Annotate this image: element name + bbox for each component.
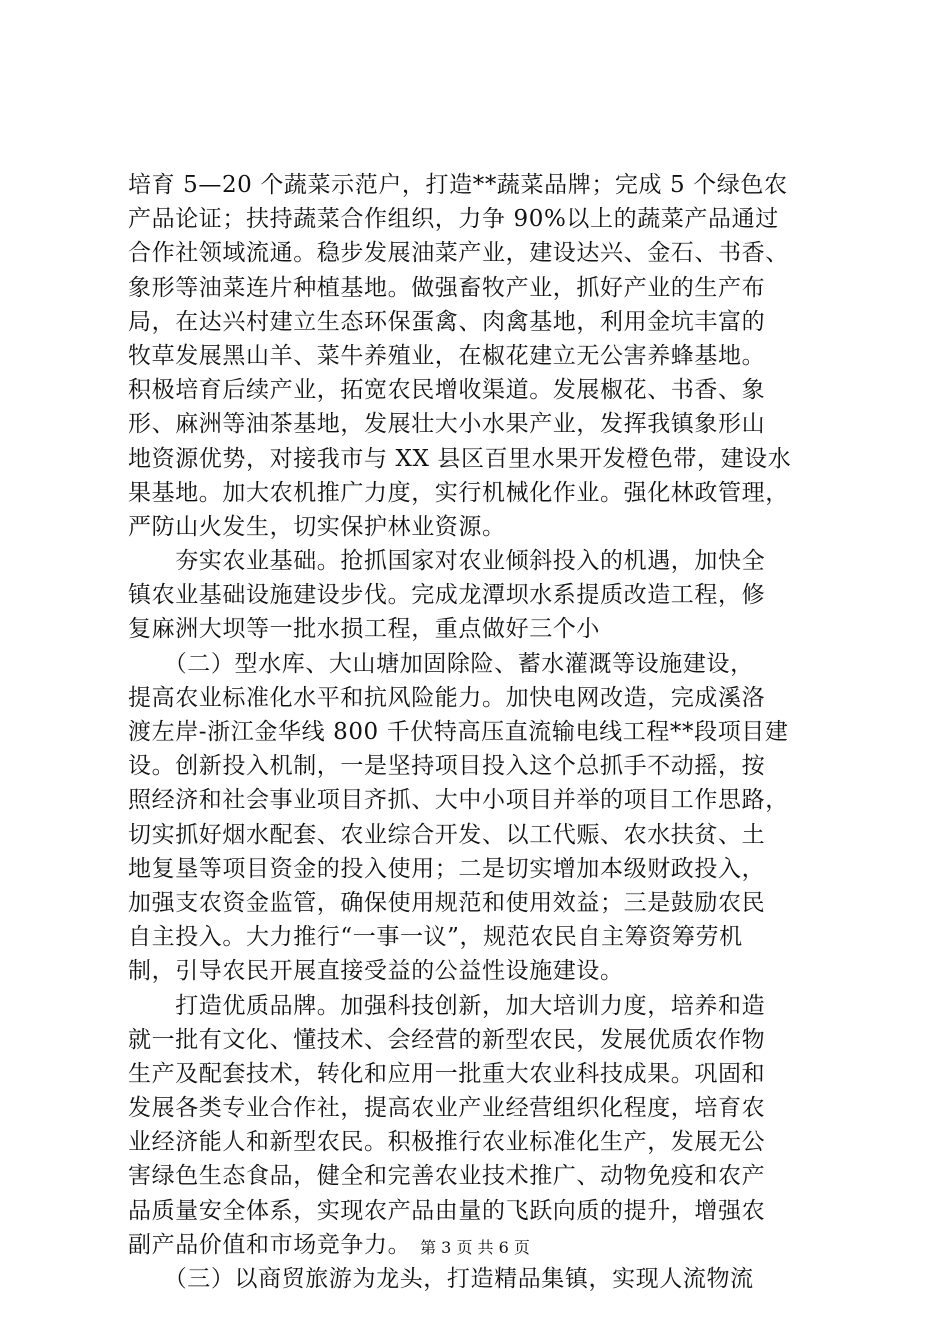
text-line: 打造优质品牌。加强科技创新，加大培训力度，培养和造 <box>128 992 766 1019</box>
text-line: 局，在达兴村建立生态环保蛋禽、肉禽基地，利用金坑丰富的 <box>128 308 766 335</box>
text-line: 合作社领域流通。稳步发展油菜产业，建设达兴、金石、书香、 <box>128 240 789 267</box>
text-line: 生产及配套技术，转化和应用一批重大农业科技成果。巩固和 <box>128 1060 766 1087</box>
text-line: 象形等油菜连片种植基地。做强畜牧产业，抓好产业的生产布 <box>128 274 766 301</box>
text-line: 品质量安全体系，实现农产品由量的飞跃向质的提升，增强农 <box>128 1197 766 1224</box>
text-line: （三）以商贸旅游为龙头，打造精品集镇，实现人流物流 <box>128 1266 754 1292</box>
text-line: 自主投入。大力推行“一事一议”，规范农民自主筹资筹劳机 <box>128 924 743 951</box>
text-line: 就一批有文化、懂技术、会经营的新型农民，发展优质农作物 <box>128 1026 766 1053</box>
text-line: 副产品价值和市场竞争力。 <box>128 1231 412 1258</box>
text-line: 夯实农业基础。抢抓国家对农业倾斜投入的机遇，加快全 <box>128 548 766 575</box>
text-line: 制，引导农民开展直接受益的公益性设施建设。 <box>128 958 624 985</box>
text-line: 渡左岸-浙江金华线 800 千伏特高压直流输电线工程**段项目建 <box>128 719 789 745</box>
text-line: 积极培育后续产业，拓宽农民增收渠道。发展椒花、书香、象 <box>128 377 766 404</box>
text-line: 严防山火发生，切实保护林业资源。 <box>128 513 506 540</box>
text-line: 害绿色生态食品，健全和完善农业技术推广、动物免疫和农产 <box>128 1163 766 1190</box>
text-line: 镇农业基础设施建设步伐。完成龙潭坝水系提质改造工程，修 <box>128 582 766 609</box>
text-line: 业经济能人和新型农民。积极推行农业标准化生产，发展无公 <box>128 1129 766 1156</box>
text-line: 形、麻洲等油茶基地，发展壮大小水果产业，发挥我镇象形山 <box>128 411 766 438</box>
text-line: 牧草发展黑山羊、菜牛养殖业，在椒花建立无公害养蜂基地。 <box>128 342 766 369</box>
text-line: 提高农业标准化水平和抗风险能力。加快电网改造，完成溪洛 <box>128 684 766 711</box>
text-line: 加强支农资金监管，确保使用规范和使用效益；三是鼓励农民 <box>128 889 766 916</box>
page-number-footer: 第 3 页 共 6 页 <box>420 1238 530 1257</box>
text-line: （二）型水库、大山塘加固除险、蓄水灌溉等设施建设， <box>128 650 754 677</box>
text-line: 复麻洲大坝等一批水损工程，重点做好三个小 <box>128 616 600 643</box>
text-line: 地复垦等项目资金的投入使用；二是切实增加本级财政投入， <box>128 855 766 882</box>
text-line: 地资源优势，对接我市与 XX 县区百里水果开发橙色带，建设水 <box>128 445 792 472</box>
text-line: 照经济和社会事业项目齐抓、大中小项目并举的项目工作思路， <box>128 787 789 814</box>
text-line: 设。创新投入机制，一是坚持项目投入这个总抓手不动摇，按 <box>128 753 766 780</box>
text-line: 切实抓好烟水配套、农业综合开发、以工代赈、农水扶贫、土 <box>128 821 766 848</box>
text-line: 产品论证；扶持蔬菜合作组织，力争 90%以上的蔬菜产品通过 <box>128 206 779 233</box>
text-line: 发展各类专业合作社，提高农业产业经营组织化程度，培育农 <box>128 1095 766 1122</box>
text-line: 培育 5—20 个蔬菜示范户，打造**蔬菜品牌；完成 5 个绿色农 <box>128 172 788 198</box>
document-body <box>128 168 838 1296</box>
text-line: 果基地。加大农机推广力度，实行机械化作业。强化林政管理， <box>128 479 789 506</box>
